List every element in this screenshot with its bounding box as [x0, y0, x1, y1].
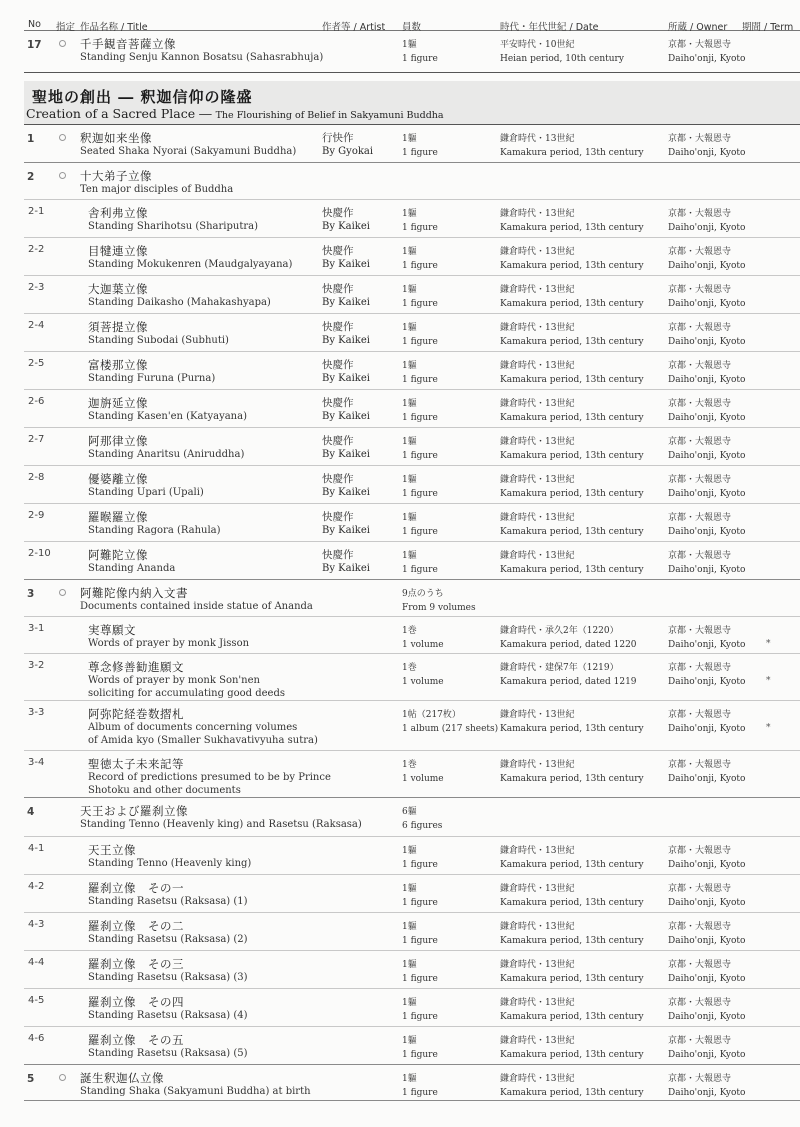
entry-number: 1: [27, 133, 35, 145]
entry-artist-en: By Gyokai: [322, 146, 374, 157]
entry-number: 5: [27, 1073, 35, 1085]
entry-artist-ja: 行快作: [322, 132, 354, 144]
entry-title-en: Standing Rasetsu (Raksasa) (2): [88, 934, 248, 945]
entry-number: 3: [27, 588, 35, 600]
catalogue-sub-entry: [24, 913, 800, 951]
entry-quantity-ja: 1軀: [402, 209, 417, 219]
catalogue-sub-entry: [24, 617, 800, 654]
entry-quantity-ja: 6軀: [402, 807, 417, 817]
catalogue-sub-entry: [24, 314, 800, 352]
catalogue-sub-entry: [24, 837, 800, 875]
entry-title-en: Standing Tenno (Heavenly king): [88, 858, 252, 869]
entry-quantity-ja: 1軀: [402, 475, 417, 485]
entry-owner-en: Daiho'onji, Kyoto: [668, 223, 746, 233]
entry-owner-ja: 京都・大報恩寺: [668, 846, 732, 856]
header-title: 作品名称 / Title: [80, 22, 148, 33]
entry-owner-ja: 京都・大報恩寺: [668, 551, 732, 561]
entry-title-ja: 阿那律立像: [88, 434, 148, 448]
entry-artist-ja: 快慶作: [322, 435, 354, 447]
entry-title-ja: 実尊願文: [88, 623, 136, 637]
entry-title-en: Documents contained inside statue of Ananda: [80, 601, 313, 612]
entry-title-ja: 釈迦如来坐像: [80, 131, 152, 145]
entry-artist-en: By Kaikei: [322, 525, 370, 536]
entry-owner-ja: 京都・大報恩寺: [668, 960, 732, 970]
header-quantity: 員数: [402, 22, 422, 33]
entry-artist-en: By Kaikei: [322, 297, 370, 308]
entry-date-en: Kamakura period, 13th century: [500, 451, 644, 461]
entry-owner-ja: 京都・大報恩寺: [668, 475, 732, 485]
entry-quantity-ja: 9点のうち: [402, 589, 444, 599]
entry-title-ja: 阿難陀立像: [88, 548, 148, 562]
entry-number: 3-1: [28, 623, 45, 634]
entry-quantity-en: 1 figure: [402, 375, 438, 385]
entry-artist-ja: 快慶作: [322, 359, 354, 371]
entry-date-en: Kamakura period, 13th century: [500, 724, 644, 734]
entry-owner-ja: 京都・大報恩寺: [668, 361, 732, 371]
entry-artist-ja: 快慶作: [322, 207, 354, 219]
entry-title-ja: 迦旃延立像: [88, 396, 148, 410]
entry-quantity-en: 1 figure: [402, 223, 438, 233]
entry-number: 2-5: [28, 358, 45, 369]
entry-quantity-en: 1 figure: [402, 299, 438, 309]
entry-title-en-line2: soliciting for accumulating good deeds: [88, 688, 285, 699]
entry-owner-ja: 京都・大報恩寺: [668, 626, 732, 636]
entry-owner-ja: 京都・大報恩寺: [668, 247, 732, 257]
entry-title-ja: 舎利弗立像: [88, 206, 148, 220]
entry-owner-en: Daiho'onji, Kyoto: [668, 489, 746, 499]
entry-title-en: Standing Kasen'en (Katyayana): [88, 411, 247, 422]
catalogue-entry: [24, 31, 800, 73]
entry-owner-ja: 京都・大報恩寺: [668, 323, 732, 333]
entry-title-ja: 十大弟子立像: [80, 169, 152, 183]
entry-quantity-ja: 1軀: [402, 437, 417, 447]
entry-date-ja: 鎌倉時代・13世紀: [500, 960, 575, 970]
term-marker: *: [766, 723, 771, 733]
entry-quantity-en: 1 figure: [402, 1050, 438, 1060]
entry-number: 2-2: [28, 244, 45, 255]
designation-circle-icon: [59, 1074, 66, 1081]
entry-artist-ja: 快慶作: [322, 549, 354, 561]
entry-quantity-en: 1 figure: [402, 898, 438, 908]
entry-date-ja: 鎌倉時代・13世紀: [500, 922, 575, 932]
entry-quantity-ja: 1軀: [402, 285, 417, 295]
header-artist: 作者等 / Artist: [322, 22, 386, 33]
entry-quantity-ja: 1軀: [402, 247, 417, 257]
entry-title-en: Standing Rasetsu (Raksasa) (3): [88, 972, 248, 983]
entry-date-ja: 鎌倉時代・13世紀: [500, 399, 575, 409]
entry-owner-en: Daiho'onji, Kyoto: [668, 451, 746, 461]
entry-date-ja: 鎌倉時代・承久2年（1220）: [500, 626, 619, 636]
entry-artist-ja: 快慶作: [322, 283, 354, 295]
entry-number: 4-4: [28, 957, 45, 968]
entry-owner-ja: 京都・大報恩寺: [668, 998, 732, 1008]
entry-date-ja: 鎌倉時代・13世紀: [500, 1036, 575, 1046]
entry-date-en: Kamakura period, 13th century: [500, 565, 644, 575]
entry-number: 2: [27, 171, 35, 183]
catalogue-sub-entry: [24, 1027, 800, 1065]
entry-quantity-ja: 1軀: [402, 998, 417, 1008]
entry-number: 4-1: [28, 843, 45, 854]
entry-date-ja: 鎌倉時代・13世紀: [500, 884, 575, 894]
entry-date-en: Kamakura period, 13th century: [500, 489, 644, 499]
catalogue-sub-entry: [24, 390, 800, 428]
entry-number: 4-3: [28, 919, 45, 930]
table-header: [24, 0, 800, 31]
entry-quantity-en: 1 volume: [402, 677, 444, 687]
entry-artist-en: By Kaikei: [322, 221, 370, 232]
entry-date-ja: 鎌倉時代・13世紀: [500, 475, 575, 485]
designation-circle-icon: [59, 589, 66, 596]
entry-title-ja: 聖徳太子未来記等: [88, 757, 184, 771]
section-title-en-main: Creation of a Sacred Place ―: [26, 106, 212, 121]
entry-date-ja: 鎌倉時代・建保7年（1219）: [500, 663, 619, 673]
entry-date-ja: 鎌倉時代・13世紀: [500, 437, 575, 447]
entry-title-en-line2: of Amida kyo (Smaller Sukhavativyuha sutra): [88, 735, 318, 746]
entry-title-en: Album of documents concerning volumes: [88, 722, 298, 733]
entry-title-ja: 千手観音菩薩立像: [80, 37, 176, 51]
entry-date-ja: 鎌倉時代・13世紀: [500, 1074, 575, 1084]
section-title-ja: 聖地の創出 ― 釈迦信仰の隆盛: [32, 88, 253, 106]
entry-quantity-en: From 9 volumes: [402, 603, 476, 613]
entry-title-en: Ten major disciples of Buddha: [80, 184, 234, 195]
catalogue-sub-entry: [24, 504, 800, 542]
catalogue-sub-entry: [24, 276, 800, 314]
entry-owner-en: Daiho'onji, Kyoto: [668, 936, 746, 946]
header-term: 期間 / Term: [742, 22, 794, 33]
entry-title-en: Standing Rasetsu (Raksasa) (5): [88, 1048, 248, 1059]
entry-title-ja: 阿難陀像内納入文書: [80, 586, 188, 600]
entry-title-ja: 目犍連立像: [88, 244, 148, 258]
entry-owner-en: Daiho'onji, Kyoto: [668, 898, 746, 908]
entry-date-en: Heian period, 10th century: [500, 54, 624, 64]
entry-quantity-ja: 1軀: [402, 399, 417, 409]
entry-number: 2-7: [28, 434, 45, 445]
entry-quantity-en: 6 figures: [402, 821, 443, 831]
section-title-en-sub: The Flourishing of Belief in Sakyamuni Buddha: [215, 110, 444, 121]
catalogue-sub-entry: [24, 875, 800, 913]
term-marker: *: [766, 676, 771, 686]
entry-date-ja: 平安時代・10世紀: [500, 40, 575, 50]
entry-date-en: Kamakura period, 13th century: [500, 261, 644, 271]
section-heading: [24, 81, 800, 125]
entry-title-ja: 尊念修善勧進願文: [88, 660, 184, 674]
entry-owner-ja: 京都・大報恩寺: [668, 134, 732, 144]
entry-date-en: Kamakura period, 13th century: [500, 527, 644, 537]
entry-number: 2-10: [28, 548, 51, 559]
entry-title-en: Standing Subodai (Subhuti): [88, 335, 229, 346]
entry-number: 2-1: [28, 206, 45, 217]
entry-number: 4-6: [28, 1033, 45, 1044]
entry-number: 2-8: [28, 472, 45, 483]
catalogue-sub-entry: [24, 951, 800, 989]
entry-owner-en: Daiho'onji, Kyoto: [668, 148, 746, 158]
entry-owner-en: Daiho'onji, Kyoto: [668, 337, 746, 347]
entry-owner-ja: 京都・大報恩寺: [668, 884, 732, 894]
catalogue-sub-entry: [24, 701, 800, 751]
entry-artist-ja: 快慶作: [322, 321, 354, 333]
entry-owner-en: Daiho'onji, Kyoto: [668, 261, 746, 271]
entry-title-en: Standing Upari (Upali): [88, 487, 204, 498]
entry-title-en: Standing Senju Kannon Bosatsu (Sahasrabhuja): [80, 52, 324, 63]
entry-number: 3-2: [28, 660, 45, 671]
entry-number: 2-4: [28, 320, 45, 331]
entry-quantity-ja: 1軀: [402, 513, 417, 523]
entry-owner-ja: 京都・大報恩寺: [668, 40, 732, 50]
entry-owner-ja: 京都・大報恩寺: [668, 710, 732, 720]
header-no: No: [28, 19, 41, 30]
entry-owner-ja: 京都・大報恩寺: [668, 760, 732, 770]
entry-title-ja: 天王立像: [88, 843, 136, 857]
entry-owner-ja: 京都・大報恩寺: [668, 513, 732, 523]
entry-date-ja: 鎌倉時代・13世紀: [500, 551, 575, 561]
entry-date-en: Kamakura period, 13th century: [500, 936, 644, 946]
entry-quantity-en: 1 figure: [402, 489, 438, 499]
entry-quantity-ja: 1軀: [402, 1074, 417, 1084]
entry-owner-en: Daiho'onji, Kyoto: [668, 565, 746, 575]
entry-quantity-ja: 1軀: [402, 134, 417, 144]
entry-artist-en: By Kaikei: [322, 373, 370, 384]
entry-owner-en: Daiho'onji, Kyoto: [668, 724, 746, 734]
entry-quantity-en: 1 figure: [402, 565, 438, 575]
catalogue-entry: [24, 798, 800, 837]
entry-owner-en: Daiho'onji, Kyoto: [668, 774, 746, 784]
entry-title-en-line2: Shotoku and other documents: [88, 785, 241, 796]
entry-artist-ja: 快慶作: [322, 473, 354, 485]
catalogue-sub-entry: [24, 200, 800, 238]
entry-owner-en: Daiho'onji, Kyoto: [668, 527, 746, 537]
entry-quantity-en: 1 album (217 sheets): [402, 724, 499, 734]
entry-artist-en: By Kaikei: [322, 487, 370, 498]
entry-date-en: Kamakura period, 13th century: [500, 413, 644, 423]
entry-number: 4-5: [28, 995, 45, 1006]
header-owner: 所蔵 / Owner: [668, 22, 728, 33]
entry-date-en: Kamakura period, 13th century: [500, 860, 644, 870]
entry-title-ja: 羅刹立像 その三: [88, 957, 184, 971]
entry-date-ja: 鎌倉時代・13世紀: [500, 247, 575, 257]
entry-quantity-en: 1 figure: [402, 337, 438, 347]
catalogue-sub-entry: [24, 466, 800, 504]
entry-date-ja: 鎌倉時代・13世紀: [500, 513, 575, 523]
entry-quantity-en: 1 figure: [402, 974, 438, 984]
entry-quantity-ja: 1巻: [402, 760, 417, 770]
entry-artist-en: By Kaikei: [322, 259, 370, 270]
entry-title-ja: 優婆離立像: [88, 472, 148, 486]
entry-date-ja: 鎌倉時代・13世紀: [500, 760, 575, 770]
entry-owner-en: Daiho'onji, Kyoto: [668, 375, 746, 385]
designation-circle-icon: [59, 172, 66, 179]
entry-date-ja: 鎌倉時代・13世紀: [500, 710, 575, 720]
catalogue-entry: [24, 125, 800, 163]
section-title-en: [26, 106, 444, 121]
entry-quantity-en: 1 figure: [402, 936, 438, 946]
entry-date-en: Kamakura period, 13th century: [500, 1012, 644, 1022]
entry-title-ja: 羅刹立像 その四: [88, 995, 184, 1009]
entry-title-en: Standing Shaka (Sakyamuni Buddha) at birth: [80, 1086, 311, 1097]
entry-owner-ja: 京都・大報恩寺: [668, 399, 732, 409]
entry-title-en: Standing Rasetsu (Raksasa) (1): [88, 896, 248, 907]
catalogue-entry: [24, 1065, 800, 1101]
entry-owner-en: Daiho'onji, Kyoto: [668, 640, 746, 650]
entry-quantity-en: 1 volume: [402, 774, 444, 784]
catalogue-entry: [24, 580, 800, 617]
entry-quantity-en: 1 figure: [402, 54, 438, 64]
catalogue-sub-entry: [24, 654, 800, 701]
entry-owner-en: Daiho'onji, Kyoto: [668, 54, 746, 64]
entry-owner-ja: 京都・大報恩寺: [668, 922, 732, 932]
entry-artist-en: By Kaikei: [322, 563, 370, 574]
entry-artist-en: By Kaikei: [322, 335, 370, 346]
entry-owner-en: Daiho'onji, Kyoto: [668, 1088, 746, 1098]
entry-title-en: Standing Sharihotsu (Shariputra): [88, 221, 258, 232]
entry-date-en: Kamakura period, 13th century: [500, 898, 644, 908]
catalogue-sub-entry: [24, 542, 800, 580]
entry-quantity-ja: 1軀: [402, 922, 417, 932]
entry-quantity-ja: 1軀: [402, 323, 417, 333]
entry-title-ja: 羅刹立像 その二: [88, 919, 184, 933]
entry-date-ja: 鎌倉時代・13世紀: [500, 134, 575, 144]
entry-date-en: Kamakura period, 13th century: [500, 1050, 644, 1060]
entry-date-ja: 鎌倉時代・13世紀: [500, 285, 575, 295]
entry-date-en: Kamakura period, 13th century: [500, 223, 644, 233]
entry-title-en: Words of prayer by monk Son'nen: [88, 675, 260, 686]
entry-date-ja: 鎌倉時代・13世紀: [500, 846, 575, 856]
entry-date-en: Kamakura period, 13th century: [500, 375, 644, 385]
entry-artist-en: By Kaikei: [322, 449, 370, 460]
entry-number: 17: [27, 39, 42, 51]
entry-date-ja: 鎌倉時代・13世紀: [500, 209, 575, 219]
entry-owner-en: Daiho'onji, Kyoto: [668, 1050, 746, 1060]
entry-title-en: Standing Daikasho (Mahakashyapa): [88, 297, 271, 308]
entry-number: 2-9: [28, 510, 45, 521]
entry-owner-en: Daiho'onji, Kyoto: [668, 974, 746, 984]
designation-circle-icon: [59, 40, 66, 47]
catalogue-sub-entry: [24, 428, 800, 466]
entry-date-en: Kamakura period, dated 1220: [500, 640, 637, 650]
entry-title-ja: 大迦葉立像: [88, 282, 148, 296]
entry-quantity-en: 1 figure: [402, 860, 438, 870]
catalogue-table: [24, 125, 800, 1101]
entry-quantity-ja: 1軀: [402, 960, 417, 970]
entry-title-ja: 阿弥陀経巻数摺札: [88, 707, 184, 721]
entry-quantity-en: 1 figure: [402, 261, 438, 271]
catalogue-sub-entry: [24, 989, 800, 1027]
catalogue-sub-entry: [24, 352, 800, 390]
catalogue-entry: [24, 163, 800, 200]
entry-number: 2-6: [28, 396, 45, 407]
entry-title-ja: 誕生釈迦仏立像: [80, 1071, 164, 1085]
entry-quantity-en: 1 figure: [402, 451, 438, 461]
entry-number: 4: [27, 806, 35, 818]
entry-owner-ja: 京都・大報恩寺: [668, 663, 732, 673]
entry-quantity-ja: 1軀: [402, 551, 417, 561]
entry-owner-en: Daiho'onji, Kyoto: [668, 299, 746, 309]
entry-quantity-ja: 1巻: [402, 663, 417, 673]
entry-title-ja: 天王および羅刹立像: [80, 804, 188, 818]
header-designation: 指定: [56, 22, 76, 33]
designation-circle-icon: [59, 134, 66, 141]
entry-title-en: Standing Mokukenren (Maudgalyayana): [88, 259, 293, 270]
entry-date-en: Kamakura period, 13th century: [500, 148, 644, 158]
entry-title-en: Seated Shaka Nyorai (Sakyamuni Buddha): [80, 146, 297, 157]
entry-number: 4-2: [28, 881, 45, 892]
entry-owner-ja: 京都・大報恩寺: [668, 209, 732, 219]
catalogue-sub-entry: [24, 238, 800, 276]
catalogue-page: [24, 0, 800, 1101]
entry-owner-ja: 京都・大報恩寺: [668, 437, 732, 447]
header-date: 時代・年代世紀 / Date: [500, 22, 599, 33]
entry-title-ja: 富楼那立像: [88, 358, 148, 372]
entry-quantity-en: 1 volume: [402, 640, 444, 650]
entry-quantity-en: 1 figure: [402, 527, 438, 537]
entry-artist-ja: 快慶作: [322, 245, 354, 257]
entry-date-en: Kamakura period, dated 1219: [500, 677, 637, 687]
entry-artist-ja: 快慶作: [322, 511, 354, 523]
entry-date-ja: 鎌倉時代・13世紀: [500, 998, 575, 1008]
entry-owner-en: Daiho'onji, Kyoto: [668, 677, 746, 687]
entry-date-ja: 鎌倉時代・13世紀: [500, 361, 575, 371]
entry-date-en: Kamakura period, 13th century: [500, 774, 644, 784]
entry-title-en: Words of prayer by monk Jisson: [88, 638, 250, 649]
entry-title-en: Standing Anaritsu (Aniruddha): [88, 449, 245, 460]
catalogue-sub-entry: [24, 751, 800, 798]
entry-quantity-ja: 1軀: [402, 884, 417, 894]
entry-artist-en: By Kaikei: [322, 411, 370, 422]
entry-number: 3-3: [28, 707, 45, 718]
entry-title-ja: 須菩提立像: [88, 320, 148, 334]
entry-owner-en: Daiho'onji, Kyoto: [668, 1012, 746, 1022]
entry-date-en: Kamakura period, 13th century: [500, 974, 644, 984]
entry-owner-ja: 京都・大報恩寺: [668, 1036, 732, 1046]
entry-owner-ja: 京都・大報恩寺: [668, 1074, 732, 1084]
entry-quantity-ja: 1巻: [402, 626, 417, 636]
entry-quantity-ja: 1軀: [402, 40, 417, 50]
entry-title-ja: 羅睺羅立像: [88, 510, 148, 524]
entry-owner-en: Daiho'onji, Kyoto: [668, 860, 746, 870]
entry-title-en: Record of predictions presumed to be by Prince: [88, 772, 331, 783]
entry-date-en: Kamakura period, 13th century: [500, 299, 644, 309]
entry-title-en: Standing Ragora (Rahula): [88, 525, 221, 536]
entry-quantity-ja: 1軀: [402, 361, 417, 371]
entry-date-en: Kamakura period, 13th century: [500, 1088, 644, 1098]
term-marker: *: [766, 639, 771, 649]
entry-number: 3-4: [28, 757, 45, 768]
entry-owner-ja: 京都・大報恩寺: [668, 285, 732, 295]
entry-date-ja: 鎌倉時代・13世紀: [500, 323, 575, 333]
entry-title-en: Standing Tenno (Heavenly king) and Rasetsu (Raksasa): [80, 819, 362, 830]
entry-quantity-ja: 1軀: [402, 846, 417, 856]
entry-title-ja: 羅刹立像 その一: [88, 881, 184, 895]
entry-artist-ja: 快慶作: [322, 397, 354, 409]
entry-title-en: Standing Furuna (Purna): [88, 373, 216, 384]
entry-quantity-en: 1 figure: [402, 1012, 438, 1022]
entry-title-en: Standing Ananda: [88, 563, 176, 574]
entry-title-ja: 羅刹立像 その五: [88, 1033, 184, 1047]
entry-owner-en: Daiho'onji, Kyoto: [668, 413, 746, 423]
entry-title-en: Standing Rasetsu (Raksasa) (4): [88, 1010, 248, 1021]
entry-date-en: Kamakura period, 13th century: [500, 337, 644, 347]
entry-quantity-en: 1 figure: [402, 1088, 438, 1098]
entry-number: 2-3: [28, 282, 45, 293]
entry-quantity-ja: 1帖（217枚）: [402, 710, 461, 720]
entry-quantity-ja: 1軀: [402, 1036, 417, 1046]
entry-quantity-en: 1 figure: [402, 148, 438, 158]
entry-quantity-en: 1 figure: [402, 413, 438, 423]
